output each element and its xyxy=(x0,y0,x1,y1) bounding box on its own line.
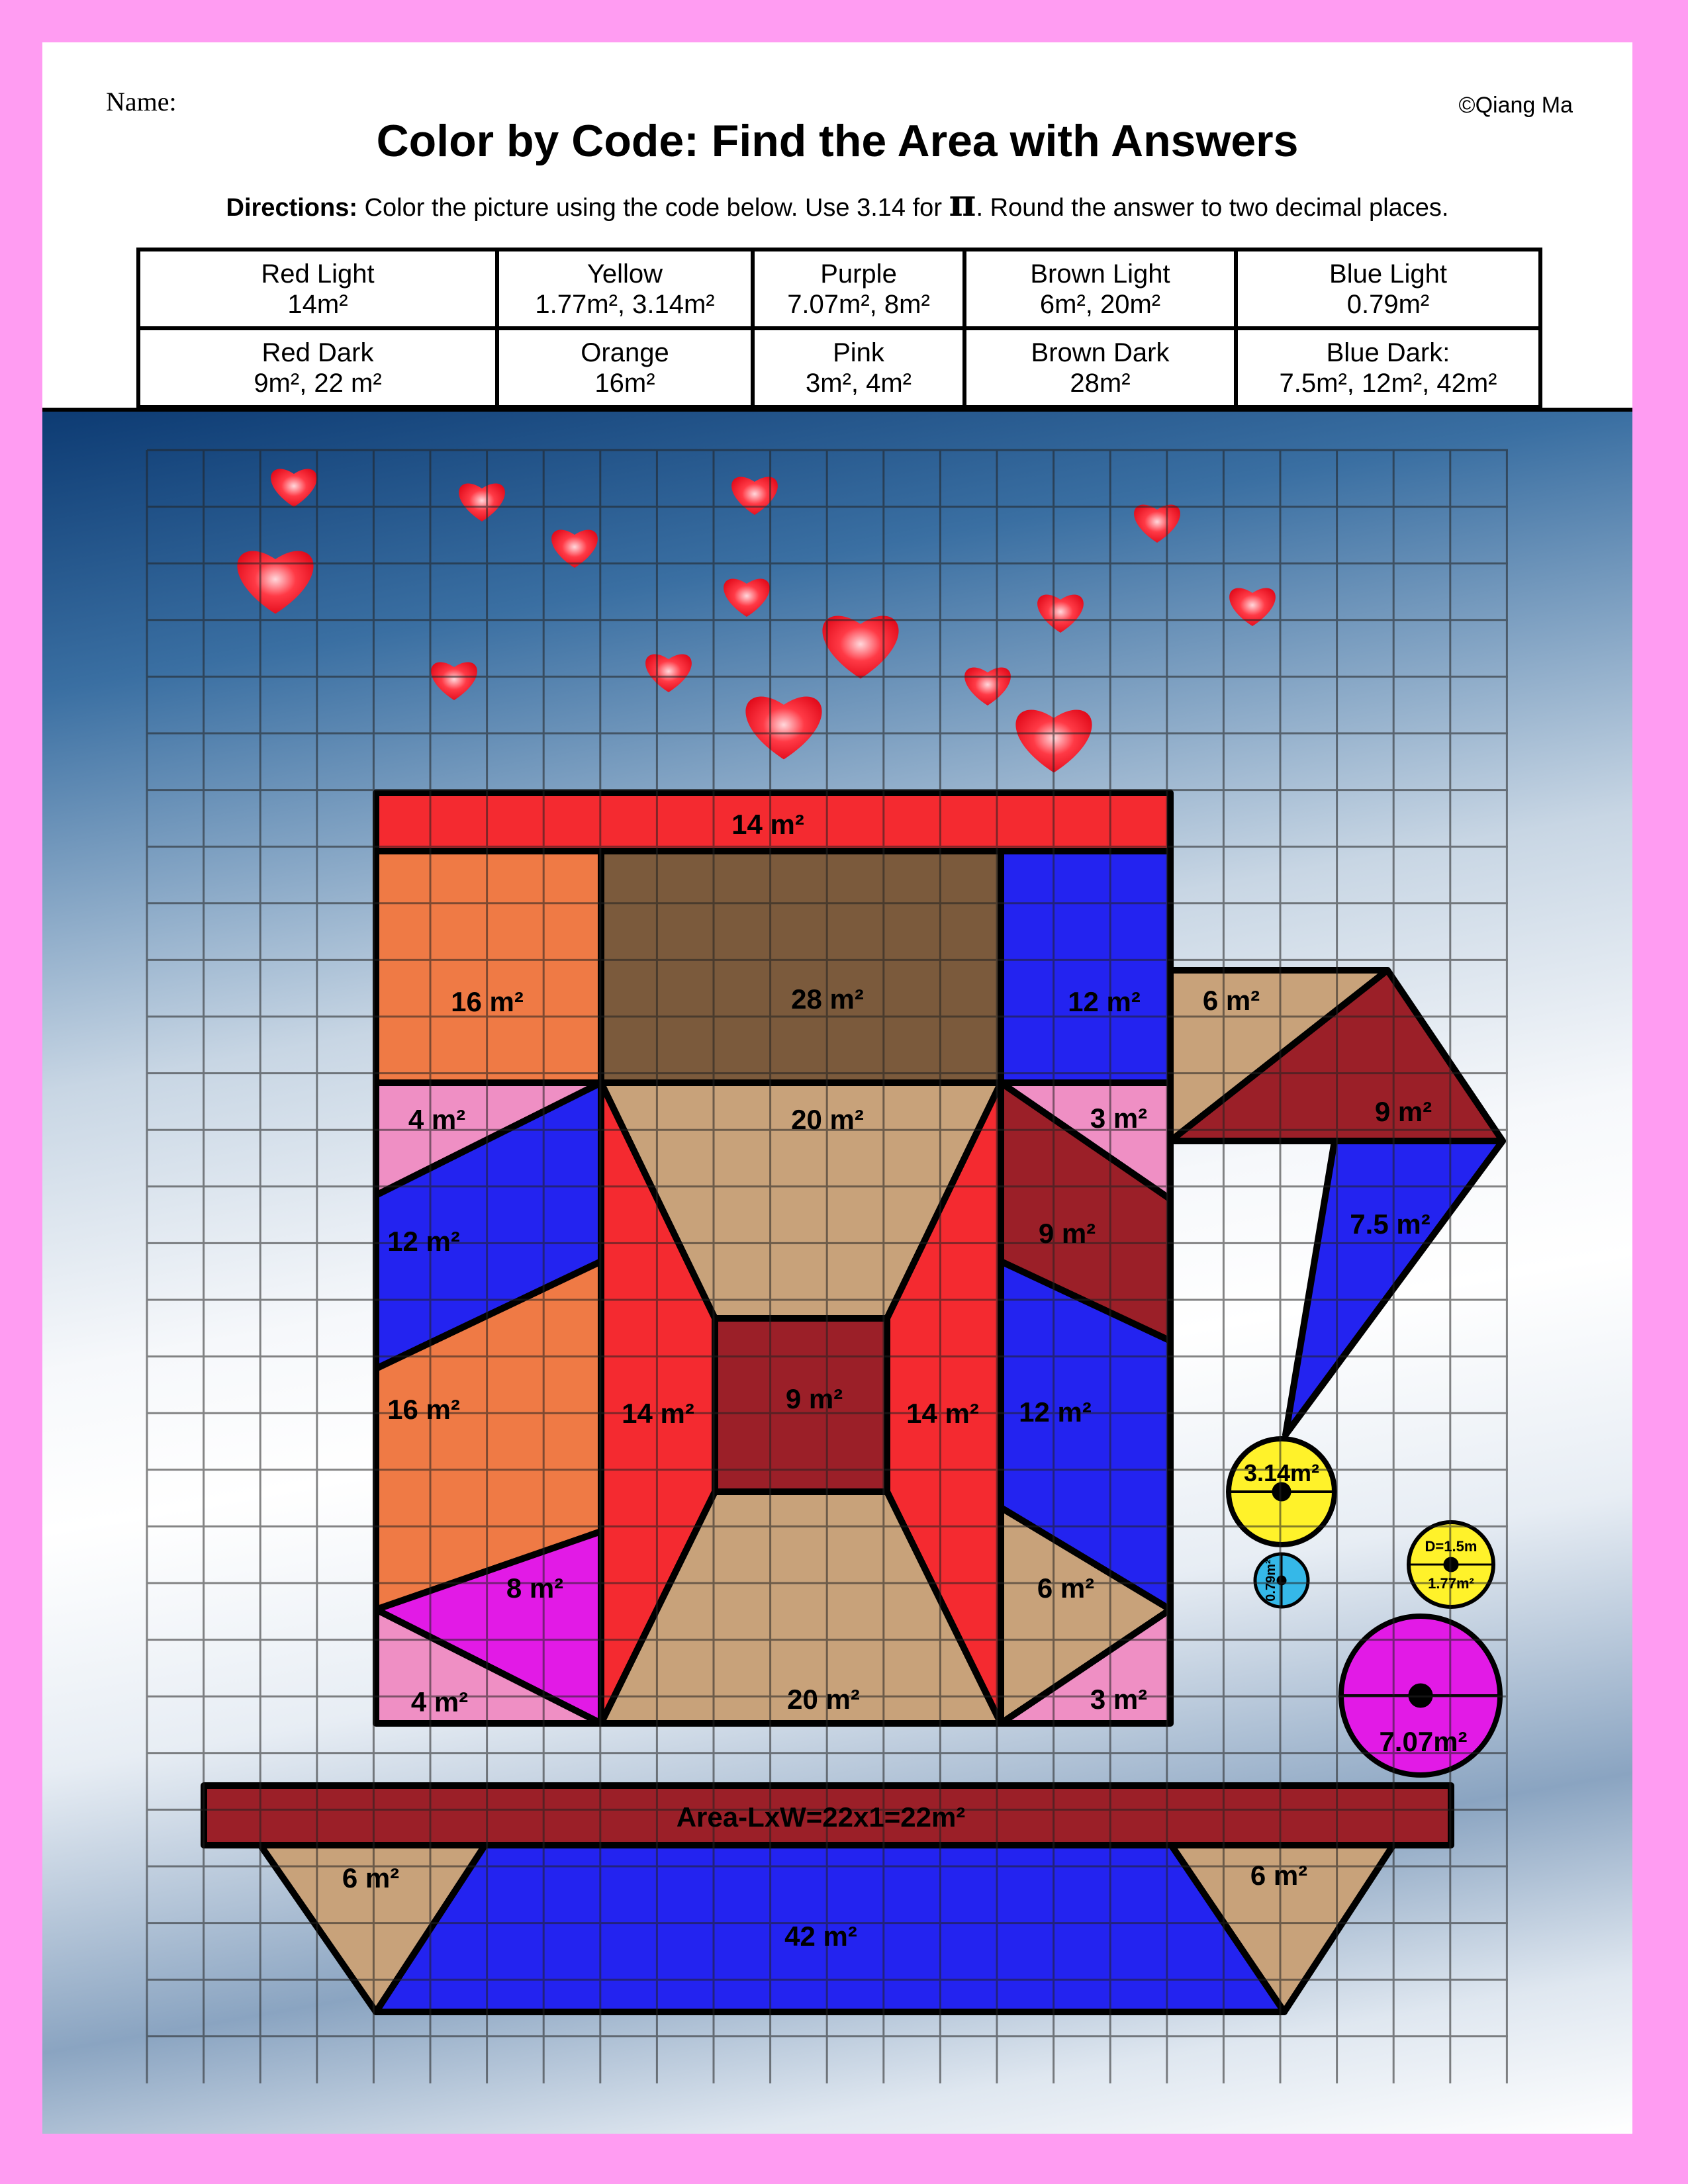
directions-text-1: Color the picture using the code below. Use 3.14 for xyxy=(364,194,949,222)
label-arrow-blue: 7.5 m² xyxy=(1350,1208,1430,1240)
label-top-bar: 14 m² xyxy=(731,809,804,840)
code-color-values: 16m² xyxy=(594,368,655,398)
heart-decoration xyxy=(1037,594,1084,633)
page-title: Color by Code: Find the Area with Answers xyxy=(376,116,1299,166)
copyright: ©Qiang Ma xyxy=(1458,93,1573,118)
label-red-dark-right-mid: 9 m² xyxy=(1038,1218,1096,1249)
heart-decoration xyxy=(822,615,898,678)
heart-decoration xyxy=(964,667,1011,705)
label-yellow-small-diameter: D=1.5m xyxy=(1425,1538,1477,1555)
label-orange-top: 16 m² xyxy=(451,986,524,1017)
code-color-values: 1.77m², 3.14m² xyxy=(535,289,715,319)
pi-symbol: π xyxy=(949,181,976,225)
label-purple-circle: 7.07m² xyxy=(1379,1726,1468,1757)
heart-decoration xyxy=(459,483,505,522)
label-brown-light-top: 20 m² xyxy=(791,1104,864,1135)
blue-top-right-rect xyxy=(1001,851,1170,1083)
code-color-values: 7.5m², 12m², 42m² xyxy=(1279,368,1497,398)
label-orange-left-mid: 16 m² xyxy=(387,1394,460,1425)
heart-decoration xyxy=(1134,504,1180,543)
code-color-name: Brown Light xyxy=(1030,259,1170,289)
code-color-values: 28m² xyxy=(1070,368,1131,398)
code-color-name: Brown Dark xyxy=(1031,338,1170,367)
label-blue-light-circle: 0.79m² xyxy=(1264,1559,1278,1602)
label-foot-left: 6 m² xyxy=(342,1862,400,1893)
label-red-dark-center: 9 m² xyxy=(785,1383,843,1414)
label-pink-left-top: 4 m² xyxy=(408,1104,466,1135)
code-color-values: 3m², 4m² xyxy=(806,368,912,398)
label-brown-light-right-small: 6 m² xyxy=(1037,1572,1095,1604)
orange-top-rect xyxy=(376,851,601,1083)
heart-decoration xyxy=(237,551,313,614)
label-purple-left: 8 m² xyxy=(506,1572,564,1604)
code-color-name: Purple xyxy=(820,259,897,289)
heart-decoration xyxy=(745,696,821,759)
code-color-name: Blue Light xyxy=(1329,259,1447,289)
color-by-code-picture xyxy=(42,42,1632,2134)
label-blue-right-mid: 12 m² xyxy=(1019,1396,1092,1428)
worksheet-page xyxy=(42,42,1632,2134)
label-arrow-red-dark: 9 m² xyxy=(1374,1096,1432,1127)
label-base-bar: Area-LxW=22x1=22m² xyxy=(676,1801,966,1833)
label-yellow-large-circle: 3.14m² xyxy=(1243,1459,1320,1486)
label-pink-right-bottom: 3 m² xyxy=(1090,1684,1148,1715)
code-color-name: Yellow xyxy=(586,259,663,289)
heart-decoration xyxy=(551,529,598,568)
code-color-values: 7.07m², 8m² xyxy=(787,289,930,319)
code-color-values: 0.79m² xyxy=(1346,289,1430,319)
label-pink-right-top: 3 m² xyxy=(1090,1103,1148,1134)
heart-decoration xyxy=(271,469,317,507)
label-blue-top-right: 12 m² xyxy=(1068,986,1141,1017)
code-color-values: 9m², 22 m² xyxy=(254,368,382,398)
code-color-name: Blue Dark: xyxy=(1326,338,1450,367)
name-label: Name: xyxy=(106,87,177,116)
code-color-name: Red Dark xyxy=(261,338,374,367)
label-blue-bottom: 42 m² xyxy=(784,1921,857,1952)
label-red-light-left: 14 m² xyxy=(622,1398,694,1429)
code-color-values: 14m² xyxy=(287,289,348,319)
code-color-name: Orange xyxy=(581,338,669,367)
label-yellow-small-area: 1.77m² xyxy=(1428,1575,1474,1592)
label-red-light-right: 14 m² xyxy=(906,1398,979,1429)
code-color-name: Red Light xyxy=(261,259,375,289)
label-blue-left-mid: 12 m² xyxy=(387,1226,460,1257)
heart-decoration xyxy=(645,654,692,692)
label-arrow-brown: 6 m² xyxy=(1202,985,1260,1016)
code-color-values: 6m², 20m² xyxy=(1039,289,1161,319)
label-foot-right: 6 m² xyxy=(1250,1860,1308,1891)
heart-decoration xyxy=(724,578,770,617)
heart-decoration xyxy=(431,662,477,700)
label-brown-dark-center: 28 m² xyxy=(791,983,864,1015)
label-brown-light-bottom: 20 m² xyxy=(787,1684,860,1715)
directions-lead: Directions: xyxy=(226,194,357,222)
label-pink-left-bottom: 4 m² xyxy=(410,1686,469,1717)
directions-text-2: . Round the answer to two decimal places. xyxy=(976,194,1449,222)
code-color-name: Pink xyxy=(833,338,884,367)
